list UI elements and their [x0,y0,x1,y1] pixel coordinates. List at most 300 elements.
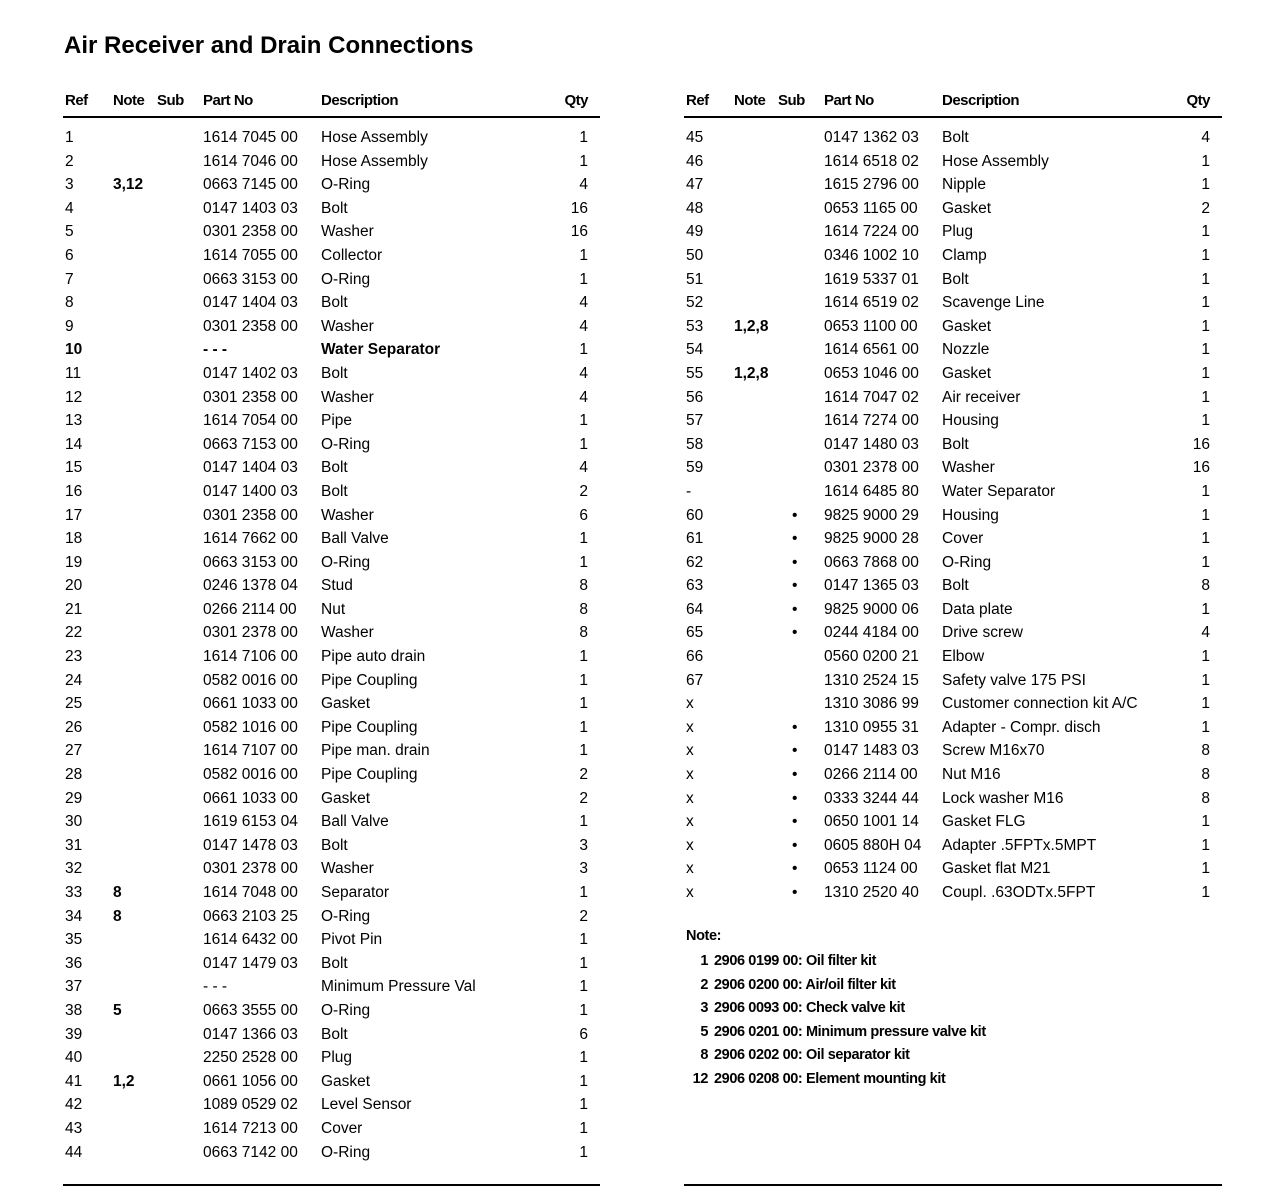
table-row [684,365,1222,389]
cell-ref: 64 [686,600,704,618]
cell-description: Pipe man. drain [321,742,430,760]
cell-part-no: 0301 2358 00 [203,506,298,524]
cell-qty: 1 [1201,364,1210,382]
cell-part-no: 0301 2378 00 [203,860,298,878]
table-row [63,908,600,932]
cell-qty: 1 [579,129,588,146]
cell-qty: 1 [579,718,588,736]
cell-part-no: 0147 1362 03 [824,129,919,146]
cell-ref: 66 [686,648,704,666]
header-qty: Qty [564,92,588,109]
cell-qty: 1 [1201,388,1210,406]
cell-ref: 30 [65,813,83,831]
cell-qty: 1 [579,695,588,713]
cell-ref: 58 [686,435,704,453]
cell-part-no: 0147 1404 03 [203,459,298,477]
cell-ref: 50 [686,246,704,264]
table-row [684,129,1222,153]
cell-description: Bolt [321,199,348,217]
cell-ref: 67 [686,671,704,689]
cell-description: Nut M16 [942,766,1001,784]
cell-ref: 44 [65,1143,83,1161]
cell-part-no: 0560 0200 21 [824,648,919,666]
cell-qty: 8 [579,577,588,595]
cell-note: 8 [113,907,122,925]
cell-qty: 1 [1201,884,1210,901]
table-row [63,672,600,696]
cell-description: Gasket [942,317,992,335]
cell-part-no: 0147 1403 03 [203,199,298,217]
cell-qty: 4 [579,364,588,382]
cell-part-no: 1619 6153 04 [203,813,298,831]
cell-description: Pipe auto drain [321,648,426,666]
cell-description: Gasket [942,364,992,382]
cell-ref: 10 [65,341,83,359]
table-row [684,294,1222,318]
cell-sub: • [792,506,798,524]
table-row [63,1073,600,1097]
notes-section [686,928,986,1095]
table-row [63,412,600,436]
cell-ref: 28 [65,766,83,784]
cell-description: Elbow [942,648,985,666]
cell-description: O-Ring [321,553,371,571]
cell-sub: • [792,742,798,760]
cell-ref: 39 [65,1025,83,1043]
cell-ref: 49 [686,223,704,241]
cell-part-no: 0147 1480 03 [824,435,919,453]
cell-qty: 1 [1201,671,1210,689]
cell-part-no: 1614 7046 00 [203,152,298,170]
cell-ref: 52 [686,294,704,312]
cell-qty: 1 [579,246,588,264]
note-text: 2906 0208 00: Element mounting kit [714,1070,946,1087]
cell-part-no: 0301 2358 00 [203,223,298,241]
cell-description: Collector [321,246,383,264]
note-number: 12 [692,1070,708,1087]
table-row [684,624,1222,648]
table-row [63,318,600,342]
cell-description: Bolt [321,294,348,312]
cell-qty: 1 [579,1049,588,1067]
cell-qty: 1 [579,530,588,548]
notes-heading: Note: [686,928,722,944]
cell-part-no: 0663 7142 00 [203,1143,298,1161]
table-row [684,813,1222,837]
cell-sub: • [792,836,798,854]
table-row [63,624,600,648]
cell-qty: 1 [579,152,588,170]
table-row [684,153,1222,177]
cell-part-no: - - - [203,978,228,996]
cell-ref: 6 [65,246,74,264]
cell-description: Data plate [942,600,1013,618]
note-item [686,1024,986,1048]
cell-ref: 9 [65,317,74,335]
cell-part-no: 0663 3555 00 [203,1001,298,1019]
note-text: 2906 0200 00: Air/oil filter kit [714,976,896,993]
cell-part-no: 0147 1483 03 [824,742,919,760]
cell-ref: 4 [65,199,74,217]
cell-description: Hose Assembly [321,129,428,146]
cell-part-no: 1614 7274 00 [824,412,919,430]
cell-part-no: 0147 1366 03 [203,1025,298,1043]
cell-description: Cover [321,1119,363,1137]
cell-description: Washer [321,860,374,878]
cell-qty: 8 [1201,789,1210,807]
table-row [684,884,1222,908]
cell-sub: • [792,577,798,595]
cell-qty: 1 [1201,600,1210,618]
cell-part-no: 0661 1033 00 [203,789,298,807]
table-row [63,483,600,507]
cell-qty: 4 [579,459,588,477]
table-row [684,271,1222,295]
cell-qty: 6 [579,1025,588,1043]
cell-ref: 14 [65,435,83,453]
table-row [684,577,1222,601]
cell-qty: 1 [1201,270,1210,288]
cell-ref: 65 [686,624,704,642]
page-title: Air Receiver and Drain Connections [64,32,474,59]
cell-description: Cover [942,530,984,548]
cell-description: Bolt [321,954,348,972]
cell-ref: 40 [65,1049,83,1067]
table-row [684,389,1222,413]
cell-description: O-Ring [321,176,371,194]
cell-part-no: 0663 7153 00 [203,435,298,453]
cell-qty: 1 [579,1143,588,1161]
table-row [684,483,1222,507]
table-row [63,1002,600,1026]
cell-qty: 8 [1201,742,1210,760]
cell-description: Housing [942,506,999,524]
cell-qty: 2 [579,907,588,925]
cell-ref: 38 [65,1001,83,1019]
cell-description: Pipe Coupling [321,718,418,736]
table-row [63,978,600,1002]
cell-description: Pipe Coupling [321,766,418,784]
cell-qty: 1 [1201,718,1210,736]
cell-part-no: 1614 7213 00 [203,1119,298,1137]
cell-ref: 15 [65,459,83,477]
cell-part-no: 0582 0016 00 [203,671,298,689]
cell-part-no: 0663 7145 00 [203,176,298,194]
cell-description: Coupl. .63ODTx.5FPT [942,884,1096,901]
cell-ref: 46 [686,152,704,170]
cell-description: Drive screw [942,624,1023,642]
cell-qty: 16 [1192,435,1210,453]
cell-description: O-Ring [321,1143,371,1161]
header-note: Note [113,92,145,109]
cell-ref: 54 [686,341,704,359]
cell-ref: x [686,836,694,854]
cell-sub: • [792,624,798,642]
note-item [686,1000,986,1024]
cell-ref: 20 [65,577,83,595]
cell-qty: 2 [1201,199,1210,217]
table-row [63,389,600,413]
note-text: 2906 0199 00: Oil filter kit [714,953,877,969]
cell-description: Plug [942,223,974,241]
table-row [63,955,600,979]
cell-qty: 3 [579,836,588,854]
header-qty: Qty [1186,92,1210,109]
header-sub: Sub [157,92,184,109]
cell-ref: 16 [65,482,83,500]
cell-ref: 43 [65,1119,83,1137]
table-row [63,695,600,719]
table-row [63,271,600,295]
cell-ref: x [686,742,694,760]
cell-ref: x [686,860,694,878]
cell-description: O-Ring [942,553,992,571]
cell-description: Customer connection kit A/C [942,695,1138,713]
header-note: Note [734,92,766,109]
table-row [63,129,600,153]
cell-part-no: 0244 4184 00 [824,624,919,642]
cell-part-no: 0661 1056 00 [203,1072,298,1090]
cell-part-no: 0301 2378 00 [824,459,919,477]
note-item [686,977,986,1001]
cell-ref: x [686,789,694,807]
cell-description: Gasket FLG [942,813,1026,831]
cell-ref: 7 [65,270,74,288]
cell-part-no: 0266 2114 00 [824,766,918,784]
cell-part-no: 1614 6518 02 [824,152,919,170]
cell-description: Hose Assembly [942,152,1049,170]
table-row [684,860,1222,884]
table-row [63,365,600,389]
cell-qty: 1 [1201,836,1210,854]
cell-qty: 1 [1201,482,1210,500]
cell-description: Pipe [321,412,353,430]
cell-part-no: 0266 2114 00 [203,600,297,618]
cell-part-no: 1614 7224 00 [824,223,919,241]
cell-description: Adapter - Compr. disch [942,718,1101,736]
cell-qty: 8 [1201,577,1210,595]
note-number: 2 [700,976,708,993]
note-text: 2906 0201 00: Minimum pressure valve kit [714,1023,986,1040]
note-text: 2906 0093 00: Check valve kit [714,1000,905,1017]
table-row [63,459,600,483]
table-row [684,247,1222,271]
cell-part-no: 0301 2358 00 [203,388,298,406]
cell-part-no: 1614 7055 00 [203,246,298,264]
table-header [63,88,600,118]
cell-description: Washer [321,624,374,642]
table-row [63,530,600,554]
cell-description: Bolt [321,482,348,500]
note-item [686,953,986,977]
cell-description: Nipple [942,176,986,194]
cell-part-no: 0663 2103 25 [203,907,298,925]
cell-part-no: 9825 9000 06 [824,600,919,618]
table-row [63,507,600,531]
table-row [63,837,600,861]
cell-ref: 37 [65,978,83,996]
cell-note: 1,2,8 [734,364,769,382]
cell-description: Plug [321,1049,353,1067]
cell-qty: 4 [1201,624,1210,642]
cell-description: Air receiver [942,388,1021,406]
table-row [684,530,1222,554]
cell-part-no: 0582 0016 00 [203,766,298,784]
cell-qty: 4 [579,294,588,312]
cell-part-no: 0147 1478 03 [203,836,298,854]
cell-note: 8 [113,884,122,901]
cell-part-no: 1614 7048 00 [203,884,298,901]
table-row [684,837,1222,861]
table-row [63,436,600,460]
cell-description: Hose Assembly [321,152,428,170]
cell-part-no: 2250 2528 00 [203,1049,298,1067]
cell-ref: 11 [65,364,82,382]
cell-ref: 62 [686,553,704,571]
cell-ref: 5 [65,223,74,241]
cell-description: Gasket [321,1072,371,1090]
cell-description: Bolt [942,270,969,288]
table-row [684,742,1222,766]
cell-part-no: 1089 0529 02 [203,1096,298,1114]
table-row [684,200,1222,224]
cell-ref: x [686,718,694,736]
cell-ref: 59 [686,459,704,477]
table-row [63,294,600,318]
cell-sub: • [792,718,798,736]
cell-ref: 31 [65,836,83,854]
cell-qty: 1 [1201,176,1210,194]
table-row [684,341,1222,365]
table-row [684,318,1222,342]
cell-part-no: 1614 6432 00 [203,931,298,949]
table-row [684,672,1222,696]
cell-qty: 1 [1201,530,1210,548]
cell-part-no: 9825 9000 29 [824,506,919,524]
cell-qty: 1 [1201,294,1210,312]
cell-description: Safety valve 175 PSI [942,671,1086,689]
cell-description: Bolt [942,577,969,595]
cell-qty: 1 [579,813,588,831]
cell-description: Nut [321,600,346,618]
cell-qty: 16 [570,223,588,241]
cell-ref: 8 [65,294,74,312]
cell-qty: 4 [1201,129,1210,146]
cell-description: Gasket [321,695,371,713]
header-ref: Ref [686,92,709,109]
cell-ref: 17 [65,506,83,524]
cell-ref: 26 [65,718,83,736]
table-row [684,601,1222,625]
cell-ref: 19 [65,553,83,571]
cell-description: Washer [321,388,374,406]
cell-description: Washer [942,459,995,477]
cell-description: Bolt [942,435,969,453]
cell-description: Screw M16x70 [942,742,1045,760]
cell-sub: • [792,789,798,807]
cell-qty: 8 [579,624,588,642]
table-body [63,129,600,1167]
table-row [63,176,600,200]
header-sub: Sub [778,92,805,109]
cell-part-no: 1615 2796 00 [824,176,919,194]
cell-part-no: 0605 880H 04 [824,836,922,854]
note-number: 8 [700,1047,708,1064]
cell-part-no: 1310 2520 40 [824,884,919,901]
table-row [63,341,600,365]
cell-description: Ball Valve [321,813,389,831]
cell-part-no: 0650 1001 14 [824,813,919,831]
cell-description: Bolt [321,1025,348,1043]
header-description: Description [321,92,399,109]
table-row [684,176,1222,200]
cell-part-no: 1310 3086 99 [824,695,919,713]
cell-ref: x [686,695,694,713]
cell-ref: x [686,884,694,901]
table-row [684,648,1222,672]
cell-part-no: 0663 3153 00 [203,270,298,288]
cell-description: Gasket flat M21 [942,860,1051,878]
cell-part-no: 1310 0955 31 [824,718,919,736]
table-row [63,1144,600,1168]
table-row [684,412,1222,436]
cell-part-no: 0653 1124 00 [824,860,918,878]
cell-ref: 1 [65,129,74,146]
cell-description: O-Ring [321,435,371,453]
table-row [63,931,600,955]
cell-ref: - [686,482,692,500]
cell-ref: 51 [686,270,704,288]
cell-qty: 1 [579,412,588,430]
cell-description: Washer [321,506,374,524]
cell-qty: 6 [579,506,588,524]
cell-qty: 2 [579,766,588,784]
note-text: 2906 0202 00: Oil separator kit [714,1047,910,1064]
table-row [63,1096,600,1120]
cell-note: 5 [113,1001,122,1019]
cell-qty: 1 [1201,506,1210,524]
note-item [686,1047,986,1071]
cell-part-no: 1614 6519 02 [824,294,919,312]
cell-qty: 1 [579,954,588,972]
cell-part-no: 0582 1016 00 [203,718,298,736]
cell-ref: 35 [65,931,83,949]
cell-description: O-Ring [321,907,371,925]
cell-part-no: 1310 2524 15 [824,671,919,689]
table-row [63,742,600,766]
table-row [684,695,1222,719]
table-row [63,766,600,790]
cell-qty: 1 [1201,317,1210,335]
cell-part-no: 1614 7054 00 [203,412,298,430]
cell-part-no: 1614 7107 00 [203,742,298,760]
cell-description: Pipe Coupling [321,671,418,689]
cell-qty: 2 [579,789,588,807]
note-number: 3 [700,1000,708,1017]
cell-part-no: 1614 7106 00 [203,648,298,666]
cell-description: Washer [321,223,374,241]
cell-part-no: 0301 2358 00 [203,317,298,335]
cell-ref: 23 [65,648,83,666]
cell-description: Water Separator [321,341,441,359]
table-row [63,247,600,271]
cell-qty: 1 [579,884,588,901]
cell-part-no: 0661 1033 00 [203,695,298,713]
cell-part-no: 0147 1365 03 [824,577,919,595]
table-row [63,153,600,177]
cell-note: 1,2 [113,1072,135,1090]
table-row [63,200,600,224]
